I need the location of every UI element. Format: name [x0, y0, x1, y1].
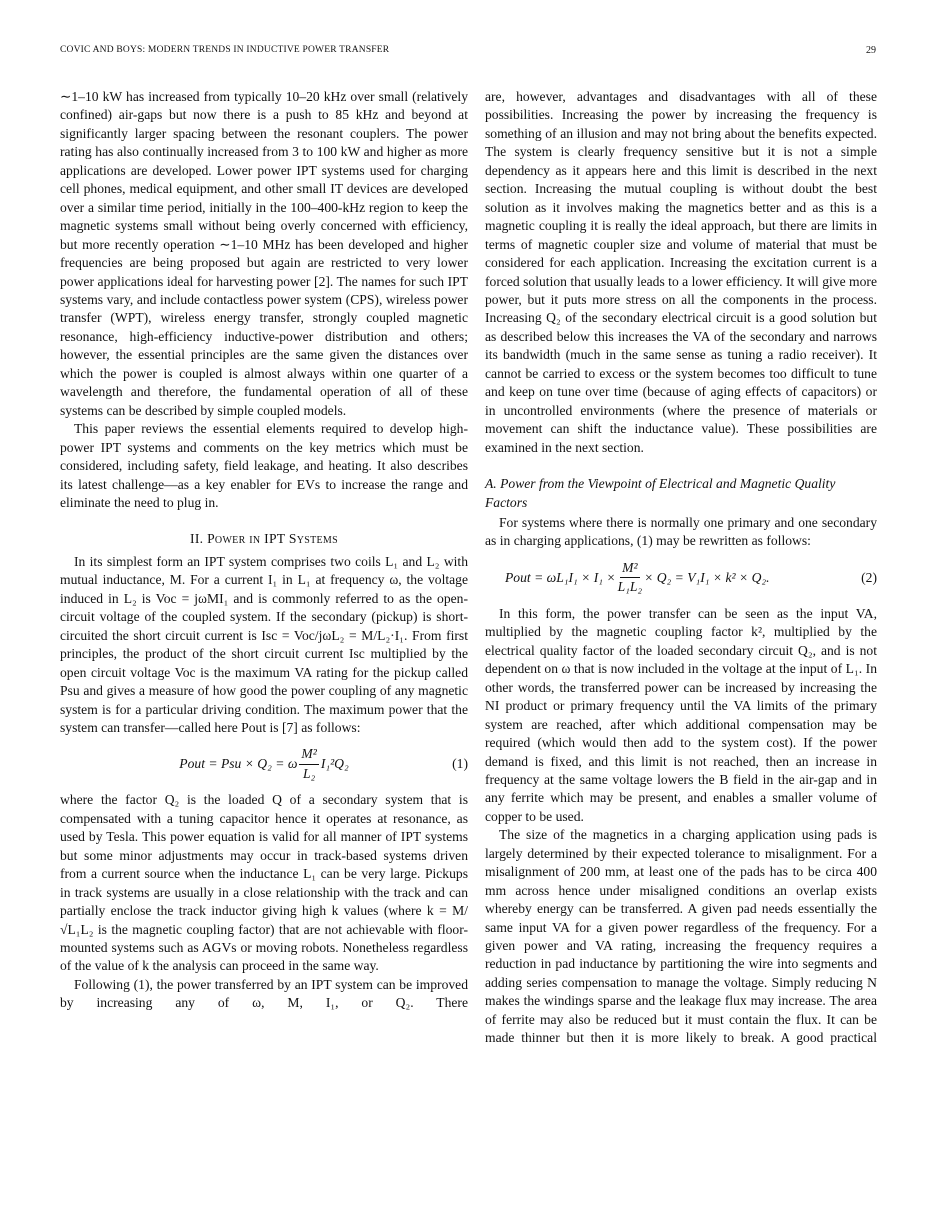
equation-rhs: I₁²Q₂	[320, 756, 349, 772]
subsection-heading: A. Power from the Viewpoint of Electrical and Magnetic Quality Factors	[485, 476, 836, 510]
running-header: COVIC AND BOYS: MODERN TRENDS IN INDUCTIVE POWER TRANSFER	[60, 45, 390, 55]
paragraph: ∼1–10 kW has increased from typically 10–20 kHz over small (relatively confined) air-gaps but now there is a push to 85 kHz and beyond at significantly larger spacing between the resonant couplers. The power rating has also continually increased from 3 to 100 kW and higher as more applications are developed. Lower power IPT systems used for charging cell phones, medical equipment, and other small IT devices are developed over a similar time period, initially in the 100–400-kHz region to keep the magnetic systems small without being overly concerned with efficiency, but more recently operation ∼1–10 MHz has been developed and higher frequencies are being proposed but again are restricted to very lower power applications ideal for harvesting power [2]. The names for such IPT systems vary, and include contactless power system (CPS), wireless power transfer (WPT), wireless energy transfer, strongly coupled magnetic resonance, high-efficiency inductive-power distribution and others; however, the essential principles are the same given the distances over which the power is coupled is almost always within one quarter of a wavelength and therefore, the fundamental operation of all of these systems can be described by simple coupled models.	[60, 89, 468, 418]
paragraph: Following (1), the power transferred by an IPT system can be improved by increasing any of ω, M, I₁, or Q₂. There	[60, 976, 468, 1011]
equation-fraction	[618, 559, 643, 597]
fraction-denominator: L₁L₂	[617, 579, 643, 595]
left-column	[60, 88, 468, 1013]
equation-1	[60, 737, 468, 791]
paragraph: For systems where there is normally one primary and one secondary as in charging applications, (1) may be rewritten as follows:	[485, 514, 877, 549]
page-number: 29	[866, 45, 876, 56]
equation-fraction	[299, 745, 318, 783]
fraction-numerator: M²	[299, 745, 318, 764]
right-column	[485, 88, 877, 1048]
paragraph: are, however, advantages and disadvantages with all of these possibilities. Increasing the power by increasing the frequency is something of an illusion and may not bring about the benefits expected. The system is clearly frequency sensitive but it is not a simple dependency as it appears here and this limit is described in the next section. Increasing the mutual coupling is without doubt the best solution as it involves making the magnetics better and as this is a magnetic coupling it is really the ideal approach, but there are limits in terms of magnetic coupler size and volume of material that must be considered for each application. Increasing the excitation current is a forced solution that usually leads to a lower efficiency. It will give more power, but it puts more stress on all the components in the process. Increasing Q₂ of the secondary electrical circuit is a good solution but as described below this increases the VA of the secondary and narrows its bandwidth (much in the same sense as tuning a radio receiver). It cannot be carried to excess or the system becomes too difficult to tune and keep on tune over time (because of aging effects of capacitors) or in uncontrolled environments (where the presence of materials or movement can shift the inductance value). These possibilities are examined in the next section.	[485, 89, 877, 455]
equation-number: (2)	[861, 569, 877, 585]
equation-rhs: × Q₂ = V₁I₁ × k² × Q₂.	[644, 569, 770, 585]
equation-lhs: Pout = Psu × Q₂ = ω	[179, 756, 298, 772]
section-heading: II. Power in IPT Systems	[190, 531, 338, 547]
equation-number: (1)	[452, 756, 468, 772]
equation-2	[485, 551, 877, 605]
paragraph: This paper reviews the essential elements required to develop high-power IPT systems and comments on the key metrics which must be considered, including safety, field leakage, and heating. It also describes its latest challenge—as a key enabler for EVs to increase the range and eliminate the need to plug in.	[60, 421, 468, 510]
fraction-denominator: L₂	[302, 765, 316, 781]
fraction-numerator: M²	[620, 559, 639, 578]
equation-lhs: Pout = ωL₁I₁ × I₁ ×	[505, 569, 616, 585]
paragraph: The size of the magnetics in a charging application using pads is largely determined by their expected tolerance to misalignment. For a misalignment of 200 mm, at least one of the pads has to be circa 400 mm across hence under misaligned conditions an overlap exists whereby energy can be transferred. A given pad needs essentially the same input VA for a given power regardless of the frequency. For a given power and VA rating, increasing the frequency requires a reduction in pad inductance by partitioning the wire into segments and adding series compensation to manage the voltage. Simply reducing N makes the windings sparse and the leakage flux may increase. The area of ferrite may also be reduced but it must contain the flux. It can be made thinner but then it is more likely to break. A good practical	[485, 827, 877, 1046]
paragraph: where the factor Q₂ is the loaded Q of a secondary system that is compensated with a tuning capacitor hence it operates at resonance, as used by Tesla. This power equation is valid for all manner of IPT systems but some minor adjustments may occur in track-based systems driven from a current source when the inductance L₁ can be very large. Pickups in track systems are usually in a close relationship with the track and can partially enclose the track inductor giving high k values (where k = M/√L₁L₂ is the magnetic coupling factor) that are not achievable with floor-mounted systems such as AGVs or moving robots. Nonetheless regardless of the value of k the analysis can proceed in the same way.	[60, 792, 468, 974]
paragraph: In this form, the power transfer can be seen as the input VA, multiplied by the magnetic coupling factor k², multiplied by the electrical quality factor of the loaded secondary circuit Q₂, and is not dependent on ω that is now included in the voltage at the input of L₁. In other words, the transferred power can be increased by increasing the NI product or primary frequency until the VA limits of the primary system are reached, after which additional compensation may be required (which would then add to the system cost). If the power demand is fixed, and this limit is not reached, then an increase in frequency at the same voltage lowers the B field in the air-gap and in any ferrite which may be present, and enables a smaller volume of copper to be used.	[485, 605, 877, 824]
paragraph: In its simplest form an IPT system comprises two coils L₁ and L₂ with mutual inductance, M. For a current I₁ in L₁ at frequency ω, the voltage induced in L₂ is Voc = jωMI₁ and is commonly referred to as the open-circuit voltage of the coupled system. If the secondary (pickup) is short-circuited the short circuit current is Isc = Voc/jωL₂ = M/L₂·I₁. From first principles, the product of the short circuit current Isc multiplied by the open circuit voltage Voc is the maximum VA rating for the pickup called Psu and gives a measure of how good the power coupling of any magnetic system is for a particular driving condition. The maximum power that the system can transfer—called here Pout is [7] as follows:	[60, 553, 468, 735]
